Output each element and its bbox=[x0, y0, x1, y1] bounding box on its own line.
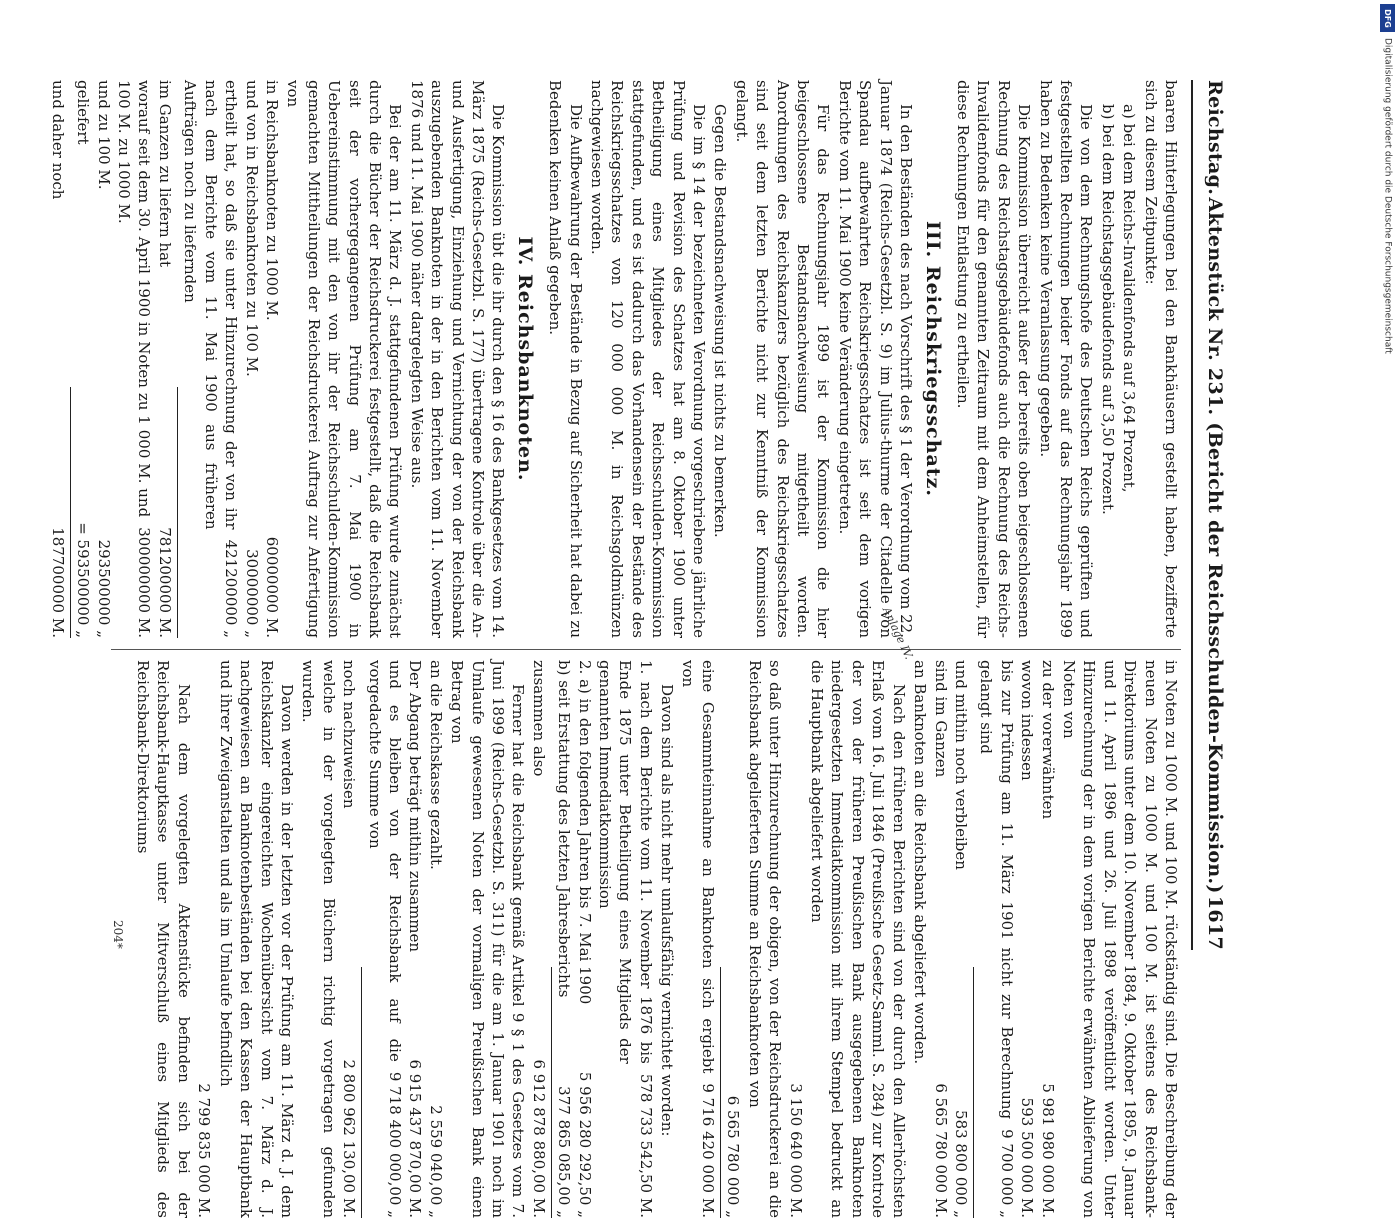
paragraph: Für das Rechnungsjahr 1899 ist der Kommission die hier beigeschlossene Bestandsnachweisung mitgetheilt worden. Anordnungen des Reichskanzlers bezüglich des Reichskriegsschatzes sind seit dem letzten Berichte nicht zur Kenntniß der Kommission gelangt. bbox=[732, 80, 833, 638]
paragraph: Die Kommission überreicht außer der bereits oben beigeschlossenen Rechnung des Reichstagsgebäudefonds auch die Rechnung des Reichs-Invalidenfonds für den genannten Zeitraum mit dem Anheimstellen, für diese Rechnungen Entlastung zu ertheilen. bbox=[953, 80, 1034, 638]
section-heading: IV. Reichsbanknoten. bbox=[513, 236, 536, 482]
paragraph: baaren Hinterlegungen bei den Bankhäusern gestellt haben, bezifferte sich zu diesem Zeitpunkte: bbox=[1141, 80, 1180, 638]
header-subtitle: (Bericht der Reichsschulden-Kommission.) bbox=[1204, 422, 1226, 894]
paragraph: Die von dem Rechnungshofe des Deutschen Reichs geprüften und festgestellten Rechnungen beider Fonds auf das Rechnungsjahr 1899 haben zu Bedenken keine Veranlassung gegeben. bbox=[1036, 80, 1096, 638]
sum-rule bbox=[551, 967, 552, 1218]
calc-row: an die Reichskasse gezahlt. 2 559 040,00 „ bbox=[426, 660, 445, 1218]
paragraph: Davon sind als nicht mehr umlaufsfähig vernichtet worden: bbox=[658, 684, 677, 1137]
list-item: a) bei dem Reichs-Invalidenfonds auf 3,64 Prozent, bbox=[1120, 104, 1139, 493]
column-divider bbox=[111, 649, 1181, 650]
digitization-strip bbox=[1378, 0, 1397, 1000]
calc-row: 3 150 640 000 M. bbox=[786, 1083, 805, 1218]
header-center bbox=[1204, 195, 1226, 896]
calc-row: zusammen also 6 912 878 880,00 M. bbox=[529, 660, 548, 1218]
calc-row: und zu 100 M. 293500000 „ bbox=[94, 80, 113, 638]
sum-rule bbox=[361, 967, 362, 1218]
sum-rule bbox=[177, 387, 178, 638]
calc-row: eine Gesammteinnahme an Banknoten sich ergiebt von 9 716 420 000 M. bbox=[678, 660, 718, 1218]
header-rule bbox=[1191, 80, 1193, 950]
document-page bbox=[48, 80, 1235, 1218]
calc-row: 2. a) in den folgenden Jahren bis 7. Mai 1900 5 956 280 292,50 „ bbox=[575, 660, 594, 1218]
calc-row: b) seit Erstattung des letzten Jahresberichts 377 865 085,00 „ bbox=[555, 660, 574, 1218]
calc-row: zu der vorerwähnten 5 981 980 000 M. bbox=[1038, 660, 1057, 1218]
paragraph: Die Aufbewahrung der Bestände in Bezug auf Sicherheit hat dabei zu Bedenken keinen Anlaß gegeben. bbox=[546, 80, 585, 638]
header-left: Reichstag. bbox=[1204, 80, 1226, 196]
sum-rule bbox=[973, 967, 974, 1218]
paragraph: Die im § 14 der bezeichneten Verordnung vorgeschriebene jährliche Prüfung und Revision des Schatzes hat am 8. Oktober 1900 unter Betheiligung eines Mitgliedes der Reichsschulden-Kommission stattgefunden, und es ist dadurch das Vorhandensein der Bestände des Reichskriegsschatzes von 120 000 000 M. in Reichsgoldmünzen nachgewiesen worden. bbox=[588, 80, 709, 638]
paragraph: Die Kommission übt die ihr durch den § 16 des Bankgesetzes vom 14. März 1875 (Reichs-Gesetzbl. S. 177) übertragene Kontrole über die An- und Ausfertigung, Einziehung und Vernichtung der von der Reichsbank auszugebenden Banknoten in der in den Berichten vom 11. November 1876 und 11. Mai 1900 näher dargelegten Weise aus. bbox=[407, 80, 508, 638]
paragraph: Gegen die Bestandsnachweisung ist nichts zu bemerken. bbox=[711, 104, 730, 538]
calc-row: 6 565 780 000 „ bbox=[724, 1095, 743, 1218]
page-number: 1617 bbox=[1204, 895, 1226, 950]
calc-row: worauf seit dem 30. April 1900 in Noten zu 1 000 M. und 100 M. zu 1000 M. 300000000 M. bbox=[115, 80, 154, 638]
paragraph: Nach den früheren Berichten sind von der durch den Allerhöchsten Erlaß vom 16. Juli 1846 (Preußische Gesetz-Samml. S. 284) zur Kontrole der von der früheren Preußischen Bank ausgegebenen Banknoten niedergesetzten Immediatkommission mit ihrem Stempel bedruckt an die Hauptbank abgeliefert worden bbox=[808, 660, 908, 1218]
calc-row: und es bleiben von der Reichsbank auf die vorgedachte Summe von 9 718 400 000,00 „ bbox=[365, 660, 404, 1218]
sum-rule bbox=[70, 387, 71, 638]
calc-row: Der Abgang beträgt mithin zusammen 6 915 437 870,00 M. bbox=[406, 660, 425, 1218]
paragraph: an Banknoten an die Reichsbank abgeliefert worden. bbox=[911, 660, 930, 1065]
paragraph: welche in der vorgelegten Büchern richtig vorgetragen gefunden wurden. bbox=[299, 660, 338, 1218]
left-column bbox=[48, 80, 1181, 638]
paragraph: Davon werden in der letzten vor der Prüfung am 11. März d. J. dem Reichskanzler eingereichten Wochenübersicht vom 7. März d. J. nachgewiesen an Banknotenbeständen bei den Kassen der Hauptbank und ihrer Zweiganstalten und als im Umlaufe befindlich bbox=[216, 660, 296, 1218]
page-code: 204* bbox=[111, 920, 125, 949]
paragraph: In den Beständen des nach Vorschrift des § 1 der Verordnung vom 22. Januar 1874 (Reichs-Gesetzbl. S. 9) im Julius-thurme der Citadelle von Spandau aufbewahrten Reichskriegsschatzes ist seit dem vorigen Berichte vom 11. Mai 1900 keine Veränderung eingetreten. bbox=[835, 80, 916, 638]
dfg-logo: DFG bbox=[1380, 4, 1395, 32]
calc-row: bis zur Prüfung am 11. März 1901 nicht zur Berechnung gelangt sind 9 700 000 „ bbox=[977, 660, 1016, 1218]
calc-row: in Reichsbanknoten zu 1000 M. 60000000 M. bbox=[262, 80, 281, 638]
paragraph: Nach dem vorgelegten Aktenstücke befinden sich bei der Reichsbank-Hauptkasse unter Mitverschluß eines Mitglieds des Reichsbank-Direktoriums bbox=[134, 660, 193, 1218]
sum-rule bbox=[720, 967, 721, 1218]
calc-row: und mithin noch verbleiben 583 800 000 „ bbox=[951, 660, 970, 1218]
calc-row: 2 799 835 000 M. bbox=[195, 1083, 214, 1218]
calc-row: im Ganzen zu liefern hat 781200000 M. bbox=[155, 80, 174, 638]
paragraph: in Noten zu 1000 M. und 100 M. rückständig sind. Die Beschreibung der neuen Noten zu 1000 M. und 100 M. ist seitens des Reichsbank-Direktoriums unter dem 10. November 1884, 9. Oktober 1895, 9. Januar und 11. April 1896 und 26. Juli 1898 veröffentlicht worden. Unter Hinzurechnung der in dem vorigen Berichte erwähnten Ablieferung von Noten von bbox=[1059, 660, 1180, 1218]
header-title: Aktenstück Nr. 231. bbox=[1204, 197, 1226, 416]
calc-row: wovon indessen 593 500 000 M. bbox=[1018, 660, 1037, 1218]
right-column bbox=[101, 660, 1181, 1218]
calc-row: sind im Ganzen 6 565 780 000 M. bbox=[931, 660, 950, 1218]
page-header bbox=[1195, 80, 1235, 950]
digitization-credit: Digitalisierung gefördert durch die Deutsche Forschungsgemeinschaft bbox=[1382, 38, 1393, 354]
calc-row: geliefert = 593500000 „ bbox=[74, 80, 93, 638]
list-item: b) bei dem Reichstagsgebäudefonds auf 3,50 Prozent. bbox=[1098, 104, 1117, 515]
paragraph: so daß unter Hinzurechnung der obigen, von der Reichsdruckerei an die Reichsbank abgelieferten Summe an Reichsbanknoten von bbox=[745, 660, 785, 1218]
paragraph: Ferner hat die Reichsbank gemäß Artikel 9 § 1 des Gesetzes vom 7. Juni 1899 (Reichs-Gesetzbl. S. 311) für die am 1. Januar 1901 noch im Umlaufe gewesenen Noten der vormaligen Preußischen Bank einen Betrag von bbox=[448, 660, 528, 1218]
margin-annotation: Anlage IV. bbox=[879, 605, 916, 662]
calc-row: und daher noch 187700000 M. bbox=[48, 80, 67, 638]
paragraph: Bei der am 11. März d. J. stattgefundenen Prüfung wurde zunächst durch die Bücher der Reichsdruckerei festgestellt, daß die Reichsbank seit der vorhergegangenen Prüfung am 7. Mai 1900 in Uebereinstimmung mit den von ihr der Reichsschulden-Kommission gemachten Mittheilungen der Reichsdruckerei Auftrag zur Anfertigung von bbox=[284, 80, 405, 638]
calc-row: und von in Reichsbanknoten zu 100 M. 30000000 „ bbox=[242, 80, 261, 638]
calc-row: ertheilt hat, so daß sie unter Hinzurechnung der von ihr nach dem Berichte vom 11. Mai 1900 aus früheren Aufträgen noch zu liefernden 421200000 „ bbox=[181, 80, 241, 638]
calc-row: 1. nach dem Berichte vom 11. November 1876 bis Ende 1875 unter Betheiligung eines Mitglieds der genannten Immediatkommission 578 733 542,50 M. bbox=[596, 660, 655, 1218]
section-heading: III. Reichskriegsschatz. bbox=[921, 220, 944, 498]
calc-row: noch nachzuweisen 2 800 962 130,00 M. bbox=[340, 660, 359, 1218]
